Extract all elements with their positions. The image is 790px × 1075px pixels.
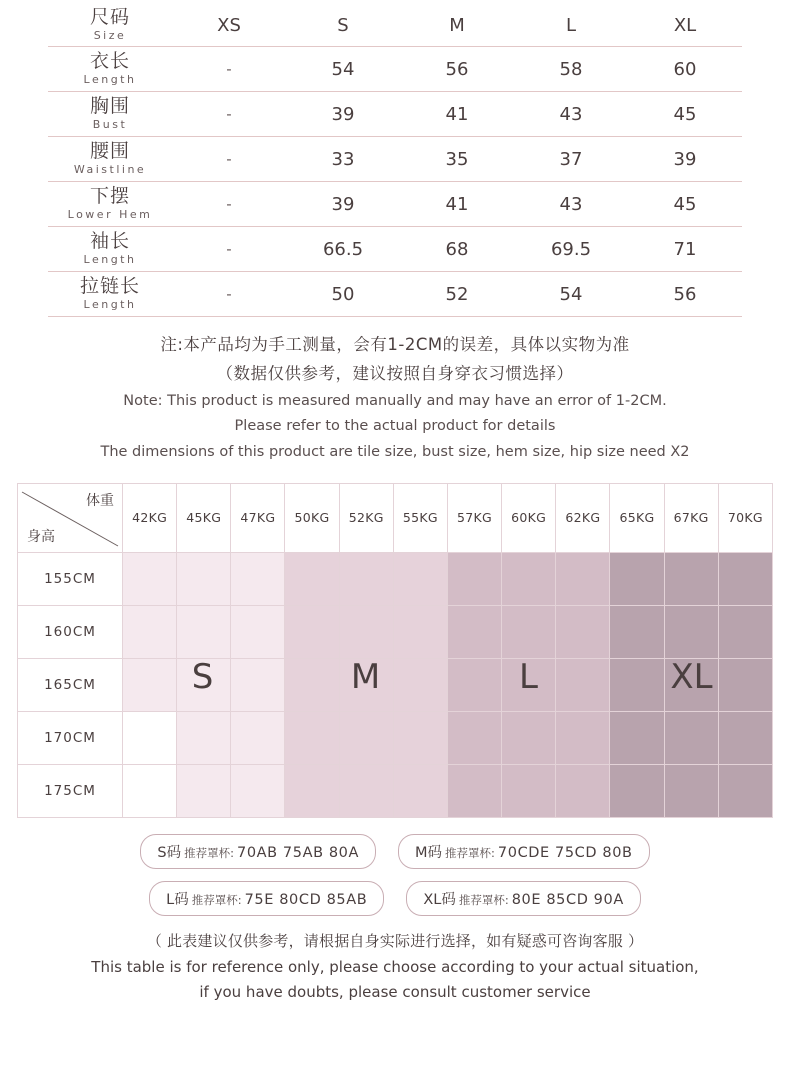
row-label-lower-hem <box>48 182 172 227</box>
grid-weight-label: 体重 <box>86 492 114 509</box>
table-row <box>48 47 742 92</box>
grid-corner-cell <box>18 483 123 552</box>
row-label-cn: 袖长 <box>89 229 130 252</box>
grid-cell <box>231 764 285 817</box>
grid-cell <box>393 552 447 605</box>
grid-cell <box>339 658 393 711</box>
cell-value: 37 <box>514 137 628 182</box>
grid-height-header: 155CM <box>18 552 123 605</box>
cell-value: - <box>172 137 286 182</box>
size-letter-xl: XL <box>670 656 713 697</box>
grid-cell <box>556 658 610 711</box>
column-header-xs: XS <box>172 4 286 47</box>
grid-row <box>18 552 773 605</box>
grid-weight-header: 57KG <box>447 483 501 552</box>
row-label-en: Bust <box>92 117 128 131</box>
grid-weight-header: 42KG <box>123 483 177 552</box>
grid-cell <box>177 711 231 764</box>
cup-values-m: 70CDE 75CD 80B <box>497 844 633 861</box>
row-label-bust <box>48 92 172 137</box>
grid-row <box>18 711 773 764</box>
cup-row <box>115 834 675 869</box>
row-label-en: Length <box>83 72 137 86</box>
measurement-table <box>48 4 742 317</box>
row-label-cn: 拉链长 <box>79 274 140 297</box>
column-header-m: M <box>400 4 514 47</box>
cell-value: 54 <box>286 47 400 92</box>
grid-cell <box>285 711 339 764</box>
grid-cell <box>556 711 610 764</box>
cell-value: 60 <box>628 47 742 92</box>
note-en-line2: Please refer to the actual product for details <box>234 418 556 435</box>
header-label-en: Size <box>93 28 127 42</box>
cup-box-m <box>398 834 650 869</box>
row-label-cn: 下摆 <box>89 184 130 207</box>
header-label-cn: 尺码 <box>89 5 130 28</box>
grid-cell <box>610 711 664 764</box>
row-label-cn: 胸围 <box>89 94 130 117</box>
cup-values-s: 70AB 75AB 80A <box>237 844 360 861</box>
table-header-row <box>48 4 742 47</box>
grid-cell <box>231 658 285 711</box>
grid-cell <box>610 658 664 711</box>
grid-cell <box>447 605 501 658</box>
cell-value: 50 <box>286 272 400 317</box>
cell-value: 58 <box>514 47 628 92</box>
note-en-line1: Note: This product is measured manually and may have an error of 1-2CM. <box>123 392 667 409</box>
cell-value: 41 <box>400 182 514 227</box>
grid-cell <box>393 605 447 658</box>
grid-weight-header: 65KG <box>610 483 664 552</box>
grid-cell <box>285 658 339 711</box>
table-row <box>48 92 742 137</box>
grid-cell <box>123 605 177 658</box>
cell-value: - <box>172 47 286 92</box>
cup-row <box>115 881 675 916</box>
column-header-l: L <box>514 4 628 47</box>
grid-cell <box>123 552 177 605</box>
cup-size-l: L码 <box>166 891 189 908</box>
grid-cell <box>123 711 177 764</box>
footer-en-line1: This table is for reference only, please choose according to your actual situation, <box>91 957 699 976</box>
grid-cell <box>393 658 447 711</box>
grid-cell <box>610 764 664 817</box>
row-label-sleeve-length <box>48 227 172 272</box>
cup-box-l <box>149 881 384 916</box>
measurement-notes <box>35 331 755 465</box>
grid-cell <box>664 605 718 658</box>
grid-cell <box>231 711 285 764</box>
row-label-zipper-length <box>48 272 172 317</box>
cup-box-xl <box>406 881 641 916</box>
cup-label-s: 推荐罩杯: <box>184 845 234 860</box>
table-row <box>48 182 742 227</box>
cell-value: 43 <box>514 92 628 137</box>
grid-height-label: 身高 <box>27 528 55 545</box>
grid-weight-header: 60KG <box>502 483 556 552</box>
grid-weight-header: 47KG <box>231 483 285 552</box>
column-header-s: S <box>286 4 400 47</box>
table-row <box>48 272 742 317</box>
cup-label-xl: 推荐罩杯: <box>458 892 509 907</box>
row-label-cn: 腰围 <box>89 139 130 162</box>
cup-label-m: 推荐罩杯: <box>445 845 495 860</box>
grid-row <box>18 658 773 711</box>
grid-cell <box>502 552 556 605</box>
grid-cell <box>718 605 772 658</box>
cup-size-xl: XL码 <box>423 891 456 908</box>
grid-cell <box>339 764 393 817</box>
cell-value: 56 <box>628 272 742 317</box>
table-row <box>48 137 742 182</box>
cell-value: 54 <box>514 272 628 317</box>
cup-recommendations <box>115 834 675 916</box>
grid-cell <box>339 711 393 764</box>
grid-cell <box>718 764 772 817</box>
cup-values-l: 75E 80CD 85AB <box>244 891 368 908</box>
grid-weight-header: 55KG <box>393 483 447 552</box>
grid-cell <box>447 764 501 817</box>
cup-label-l: 推荐罩杯: <box>191 892 242 907</box>
cup-size-m: M码 <box>415 844 443 861</box>
grid-cell <box>610 552 664 605</box>
grid-cell <box>231 552 285 605</box>
size-letter-m: M <box>350 656 381 697</box>
grid-cell <box>447 658 501 711</box>
grid-cell <box>556 552 610 605</box>
cell-value: 68 <box>400 227 514 272</box>
grid-height-header: 160CM <box>18 605 123 658</box>
grid-cell <box>285 764 339 817</box>
size-guide-page <box>0 4 790 1075</box>
note-cn-line1: 注:本产品均为手工测量，会有1-2CM的误差，具体以实物为准 <box>160 335 630 354</box>
cell-value: 39 <box>628 137 742 182</box>
cup-size-s: S码 <box>157 844 182 861</box>
grid-weight-header: 50KG <box>285 483 339 552</box>
size-letter-s: S <box>191 656 214 697</box>
grid-height-header: 165CM <box>18 658 123 711</box>
cell-value: - <box>172 227 286 272</box>
grid-cell <box>718 711 772 764</box>
note-cn-line2: （数据仅供参考，建议按照自身穿衣习惯选择） <box>216 363 574 383</box>
grid-weight-header: 70KG <box>718 483 772 552</box>
cell-value: - <box>172 182 286 227</box>
grid-cell <box>177 605 231 658</box>
cell-value: - <box>172 92 286 137</box>
cell-value: 39 <box>286 92 400 137</box>
cell-value: 66.5 <box>286 227 400 272</box>
grid-cell <box>339 552 393 605</box>
cell-value: 56 <box>400 47 514 92</box>
note-en-line3: The dimensions of this product are tile size, bust size, hem size, hip size need X2 <box>100 443 690 460</box>
cell-value: 45 <box>628 92 742 137</box>
grid-cell <box>123 658 177 711</box>
row-label-waistline <box>48 137 172 182</box>
cell-value: 35 <box>400 137 514 182</box>
grid-height-header: 170CM <box>18 711 123 764</box>
grid-row <box>18 605 773 658</box>
grid-cell <box>502 658 556 711</box>
grid-cell <box>123 764 177 817</box>
grid-cell <box>393 711 447 764</box>
grid-weight-header: 67KG <box>664 483 718 552</box>
grid-cell <box>664 552 718 605</box>
cell-value: - <box>172 272 286 317</box>
grid-cell <box>664 711 718 764</box>
column-header-xl: XL <box>628 4 742 47</box>
grid-cell <box>502 711 556 764</box>
cell-value: 71 <box>628 227 742 272</box>
cell-value: 41 <box>400 92 514 137</box>
footer-cn: （ 此表建议仅供参考，请根据自身实际进行选择，如有疑惑可咨询客服 ） <box>146 931 644 950</box>
grid-cell <box>447 552 501 605</box>
grid-cell <box>393 764 447 817</box>
row-label-en: Lower Hem <box>67 207 153 221</box>
grid-cell <box>664 658 718 711</box>
height-weight-grid <box>17 483 773 818</box>
grid-cell <box>610 605 664 658</box>
grid-cell <box>285 605 339 658</box>
cup-box-s <box>140 834 376 869</box>
header-label-cell <box>48 4 172 47</box>
grid-cell <box>177 764 231 817</box>
height-weight-chart <box>17 483 773 818</box>
row-label-en: Length <box>83 252 137 266</box>
grid-height-header: 175CM <box>18 764 123 817</box>
cell-value: 33 <box>286 137 400 182</box>
row-label-en: Waistline <box>73 162 147 176</box>
grid-cell <box>556 764 610 817</box>
grid-cell <box>664 764 718 817</box>
cell-value: 69.5 <box>514 227 628 272</box>
grid-cell <box>556 605 610 658</box>
cell-value: 52 <box>400 272 514 317</box>
grid-weight-header: 45KG <box>177 483 231 552</box>
cell-value: 39 <box>286 182 400 227</box>
cell-value: 43 <box>514 182 628 227</box>
row-label-en: Length <box>83 297 137 311</box>
footer-en-line2: if you have doubts, please consult customer service <box>199 983 591 1002</box>
footer-disclaimer <box>35 928 755 1006</box>
grid-cell <box>177 552 231 605</box>
grid-cell <box>718 658 772 711</box>
grid-cell <box>339 605 393 658</box>
grid-row <box>18 764 773 817</box>
grid-weight-header: 52KG <box>339 483 393 552</box>
grid-cell <box>502 764 556 817</box>
grid-cell <box>718 552 772 605</box>
grid-cell <box>231 605 285 658</box>
grid-header-row <box>18 483 773 552</box>
row-label-length <box>48 47 172 92</box>
grid-weight-header: 62KG <box>556 483 610 552</box>
cup-values-xl: 80E 85CD 90A <box>511 891 624 908</box>
grid-cell <box>177 658 231 711</box>
grid-cell <box>502 605 556 658</box>
cell-value: 45 <box>628 182 742 227</box>
grid-cell <box>285 552 339 605</box>
row-label-cn: 衣长 <box>89 49 130 72</box>
grid-cell <box>447 711 501 764</box>
table-row <box>48 227 742 272</box>
size-letter-l: L <box>519 656 538 697</box>
